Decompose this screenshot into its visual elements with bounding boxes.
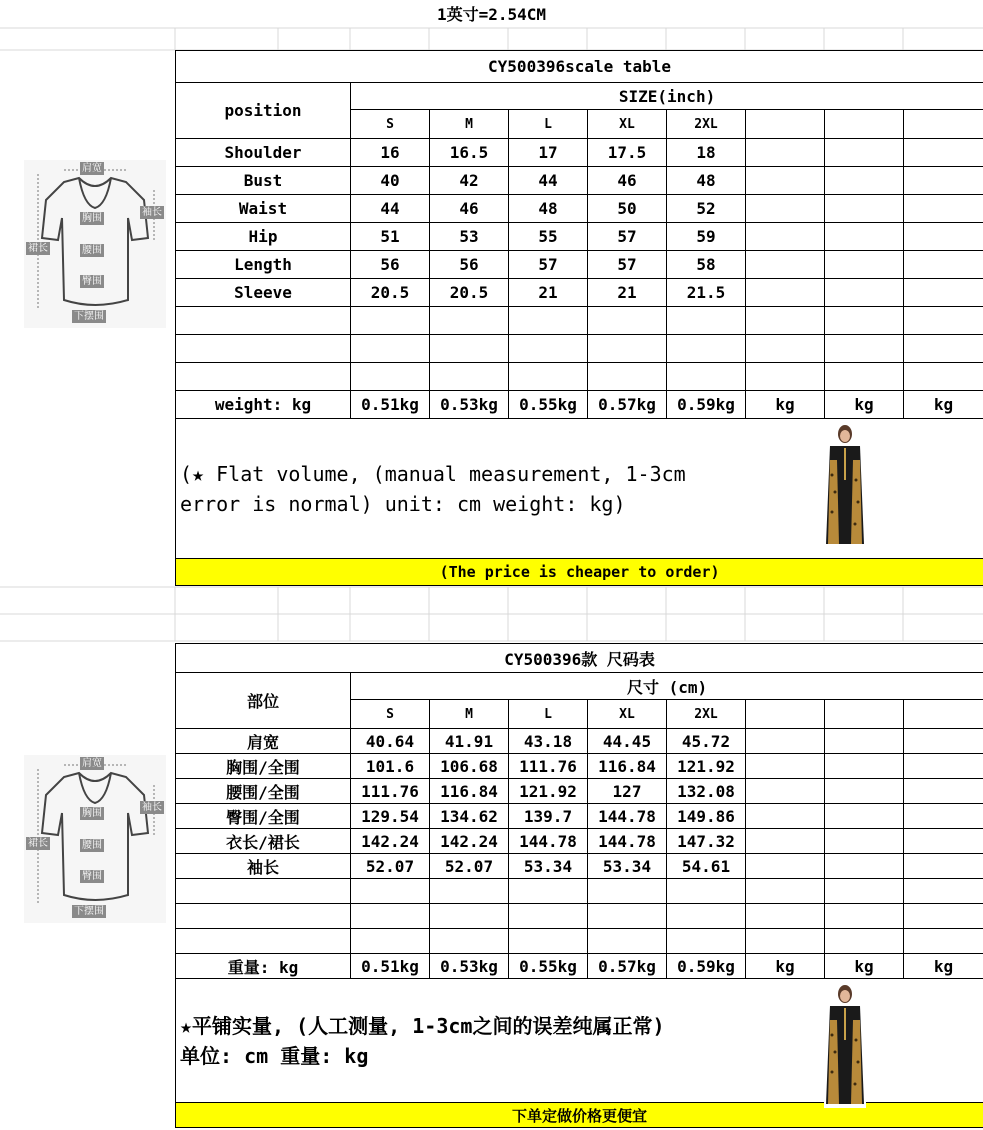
empty-cell [351,879,430,904]
weight-label: 重量: kg [176,954,351,979]
label-waist: 腰围 [82,840,102,851]
empty-cell [588,335,667,363]
empty-cell [746,729,825,754]
measurement-cell: 45.72 [667,729,746,754]
empty-cell [825,929,904,954]
label-hip: 臀围 [82,276,102,287]
measurement-cell: 55 [509,223,588,251]
table-row [176,729,983,754]
price-footer: (The price is cheaper to order) [176,559,983,586]
measurement-cell: 53.34 [509,854,588,879]
row-label: 肩宽 [176,729,351,754]
empty-cell [588,363,667,391]
measurement-cell: 116.84 [430,779,509,804]
empty-cell [746,779,825,804]
measurement-cell: 53 [430,223,509,251]
empty-cell [746,854,825,879]
size-col-l: L [509,700,588,729]
empty-cell [509,307,588,335]
weight-value: kg [746,954,825,979]
empty-cell [825,729,904,754]
size-col-xl: XL [588,110,667,139]
empty-cell [351,929,430,954]
empty-cell [746,251,825,279]
note-line: (★ Flat volume, (manual measurement, 1-3cm [180,462,686,486]
measurement-cell: 142.24 [430,829,509,854]
measurement-cell: 57 [588,251,667,279]
table-row [176,279,983,307]
measurement-cell: 147.32 [667,829,746,854]
label-hem: 下摆围 [74,906,104,917]
empty-cell [176,363,351,391]
empty-cell [825,335,904,363]
empty-cell [667,335,746,363]
empty-cell [667,879,746,904]
empty-cell [825,195,904,223]
measurement-cell: 52 [667,195,746,223]
empty-cell [904,804,983,829]
label-length: 裙长 [28,243,48,254]
empty-cell [904,195,983,223]
table-row [176,167,983,195]
empty-cell [904,363,983,391]
empty-cell [746,929,825,954]
empty-cell [667,307,746,335]
note-text [180,1011,665,1071]
price-footer: 下单定做价格更便宜 [176,1103,983,1128]
measurement-cell: 46 [588,167,667,195]
measurement-cell: 54.61 [667,854,746,879]
position-header: position [176,83,351,139]
measurement-cell: 144.78 [509,829,588,854]
empty-cell [351,307,430,335]
measurement-cell: 59 [667,223,746,251]
weight-value: kg [746,391,825,419]
measurement-cell: 121.92 [667,754,746,779]
empty-cell [904,729,983,754]
empty-cell [746,879,825,904]
weight-row [176,391,983,419]
weight-value: 0.55kg [509,391,588,419]
empty-cell [825,223,904,251]
measurement-cell: 111.76 [509,754,588,779]
empty-cell [430,929,509,954]
row-label: 衣长/裙长 [176,829,351,854]
measurement-cell: 106.68 [430,754,509,779]
measurement-cell: 17.5 [588,139,667,167]
empty-cell [746,307,825,335]
label-bust: 胸围 [82,213,102,224]
note-line: ★平铺实量, (人工测量, 1-3cm之间的误差纯属正常) [180,1014,665,1038]
row-label: 臀围/全围 [176,804,351,829]
empty-cell [746,363,825,391]
label-bust: 胸围 [82,808,102,819]
size-col-xl: XL [588,700,667,729]
measurement-cell: 46 [430,195,509,223]
weight-value: 0.53kg [430,391,509,419]
measurement-cell: 42 [430,167,509,195]
row-label: Bust [176,167,351,195]
measurement-cell: 57 [588,223,667,251]
position-header: 部位 [176,673,351,729]
measurement-cell: 16 [351,139,430,167]
empty-cell [509,879,588,904]
table-row [176,779,983,804]
empty-cell [588,879,667,904]
measurement-cell: 116.84 [588,754,667,779]
measurement-cell: 48 [667,167,746,195]
model-photo [824,980,866,1108]
row-label: Shoulder [176,139,351,167]
row-label: Waist [176,195,351,223]
empty-cell [430,335,509,363]
empty-cell [904,167,983,195]
label-hem: 下摆围 [74,311,104,322]
size-col-s: S [351,700,430,729]
measurement-cell: 101.6 [351,754,430,779]
weight-value: 0.51kg [351,954,430,979]
empty-cell [430,363,509,391]
empty-cell [746,804,825,829]
measurement-cell: 41.91 [430,729,509,754]
measurement-cell: 48 [509,195,588,223]
empty-cell [904,251,983,279]
measurement-cell: 20.5 [430,279,509,307]
empty-cell [351,904,430,929]
measurement-cell: 43.18 [509,729,588,754]
row-label: 胸围/全围 [176,754,351,779]
measurement-cell: 44 [351,195,430,223]
dress-measurement-diagram [24,160,166,328]
row-label: 袖长 [176,854,351,879]
row-label: Sleeve [176,279,351,307]
table-row [176,804,983,829]
weight-value: kg [825,954,904,979]
empty-cell [667,929,746,954]
row-label: 腰围/全围 [176,779,351,804]
measurement-cell: 56 [430,251,509,279]
empty-cell [825,251,904,279]
measurement-cell: 58 [667,251,746,279]
weight-value: 0.59kg [667,391,746,419]
measurement-cell: 121.92 [509,779,588,804]
table-row [176,223,983,251]
measurement-cell: 149.86 [667,804,746,829]
empty-cell [588,904,667,929]
note-line: error is normal) unit: cm weight: kg) [180,492,626,516]
measurement-cell: 144.78 [588,829,667,854]
empty-cell [430,307,509,335]
measurement-cell: 132.08 [667,779,746,804]
empty-cell [746,223,825,251]
empty-cell [746,110,825,139]
measurement-cell: 51 [351,223,430,251]
empty-cell [746,139,825,167]
label-waist: 腰围 [82,245,102,256]
label-sleeve: 袖长 [142,802,162,813]
measurement-cell: 44 [509,167,588,195]
empty-cell [904,779,983,804]
empty-cell [351,335,430,363]
measurement-cell: 40.64 [351,729,430,754]
empty-cell [176,307,351,335]
empty-cell [430,904,509,929]
measurement-cell: 134.62 [430,804,509,829]
table-row [176,754,983,779]
table-row [176,251,983,279]
empty-cell [904,110,983,139]
row-label: Length [176,251,351,279]
measurement-cell: 21 [509,279,588,307]
measurement-cell: 21 [588,279,667,307]
empty-cell [825,110,904,139]
size-col-2xl: 2XL [667,110,746,139]
empty-cell [825,904,904,929]
label-shoulder: 肩宽 [82,758,102,769]
empty-cell [904,904,983,929]
measurement-cell: 44.45 [588,729,667,754]
measurement-cell: 52.07 [430,854,509,879]
empty-cell [825,829,904,854]
empty-cell [904,929,983,954]
empty-cell [430,879,509,904]
table-title: CY500396款 尺码表 [176,644,983,673]
empty-cell [746,279,825,307]
empty-cell [904,754,983,779]
empty-cell [825,879,904,904]
empty-cell [904,854,983,879]
size-col-2xl: 2XL [667,700,746,729]
empty-cell [176,879,351,904]
empty-cell [176,335,351,363]
measurement-cell: 139.7 [509,804,588,829]
weight-value: kg [904,954,983,979]
label-sleeve: 袖长 [142,207,162,218]
table-row [176,854,983,879]
model-photo [824,420,866,548]
table-row [176,139,983,167]
measurement-cell: 142.24 [351,829,430,854]
measurement-cell: 50 [588,195,667,223]
empty-cell [904,879,983,904]
size-header: 尺寸 (cm) [351,673,983,700]
size-col-s: S [351,110,430,139]
weight-value: 0.55kg [509,954,588,979]
weight-value: 0.53kg [430,954,509,979]
page-title: 1英寸=2.54CM [436,5,547,24]
table-row [176,195,983,223]
empty-cell [825,804,904,829]
measurement-cell: 16.5 [430,139,509,167]
measurement-cell: 53.34 [588,854,667,879]
empty-cell [746,195,825,223]
empty-cell [904,279,983,307]
empty-cell [904,307,983,335]
empty-cell [825,279,904,307]
empty-cell [904,139,983,167]
weight-value: 0.59kg [667,954,746,979]
weight-row [176,954,983,979]
empty-cell [825,700,904,729]
measurement-cell: 56 [351,251,430,279]
empty-cell [904,700,983,729]
measurement-cell: 127 [588,779,667,804]
empty-cell [746,167,825,195]
measurement-cell: 17 [509,139,588,167]
measurement-cell: 144.78 [588,804,667,829]
empty-cell [825,307,904,335]
measurement-cell: 18 [667,139,746,167]
empty-cell [746,754,825,779]
empty-cell [746,904,825,929]
empty-cell [588,929,667,954]
measurement-cell: 20.5 [351,279,430,307]
empty-cell [667,904,746,929]
measurement-cell: 111.76 [351,779,430,804]
empty-cell [746,335,825,363]
empty-cell [667,363,746,391]
empty-cell [351,363,430,391]
label-hip: 臀围 [82,871,102,882]
empty-cell [904,829,983,854]
table-title: CY500396scale table [176,51,983,83]
empty-cell [825,779,904,804]
empty-cell [825,363,904,391]
empty-cell [509,335,588,363]
note-line: 单位: cm 重量: kg [180,1044,369,1068]
size-col-l: L [509,110,588,139]
weight-value: 0.57kg [588,954,667,979]
size-col-m: M [430,700,509,729]
empty-cell [509,904,588,929]
empty-cell [509,929,588,954]
empty-cell [825,167,904,195]
size-col-m: M [430,110,509,139]
weight-value: 0.51kg [351,391,430,419]
empty-cell [904,223,983,251]
size-header: SIZE(inch) [351,83,983,110]
row-label: Hip [176,223,351,251]
measurement-cell: 52.07 [351,854,430,879]
empty-cell [509,363,588,391]
measurement-cell: 57 [509,251,588,279]
empty-cell [176,904,351,929]
empty-cell [825,754,904,779]
label-shoulder: 肩宽 [82,163,102,174]
weight-value: kg [825,391,904,419]
weight-value: 0.57kg [588,391,667,419]
empty-cell [588,307,667,335]
label-length: 裙长 [28,838,48,849]
weight-label: weight: kg [176,391,351,419]
empty-cell [176,929,351,954]
measurement-cell: 21.5 [667,279,746,307]
empty-cell [746,700,825,729]
note-text [180,459,686,519]
empty-cell [825,854,904,879]
table-row [176,829,983,854]
measurement-cell: 129.54 [351,804,430,829]
measurement-cell: 40 [351,167,430,195]
empty-cell [825,139,904,167]
empty-cell [904,335,983,363]
weight-value: kg [904,391,983,419]
dress-measurement-diagram [24,755,166,923]
empty-cell [746,829,825,854]
